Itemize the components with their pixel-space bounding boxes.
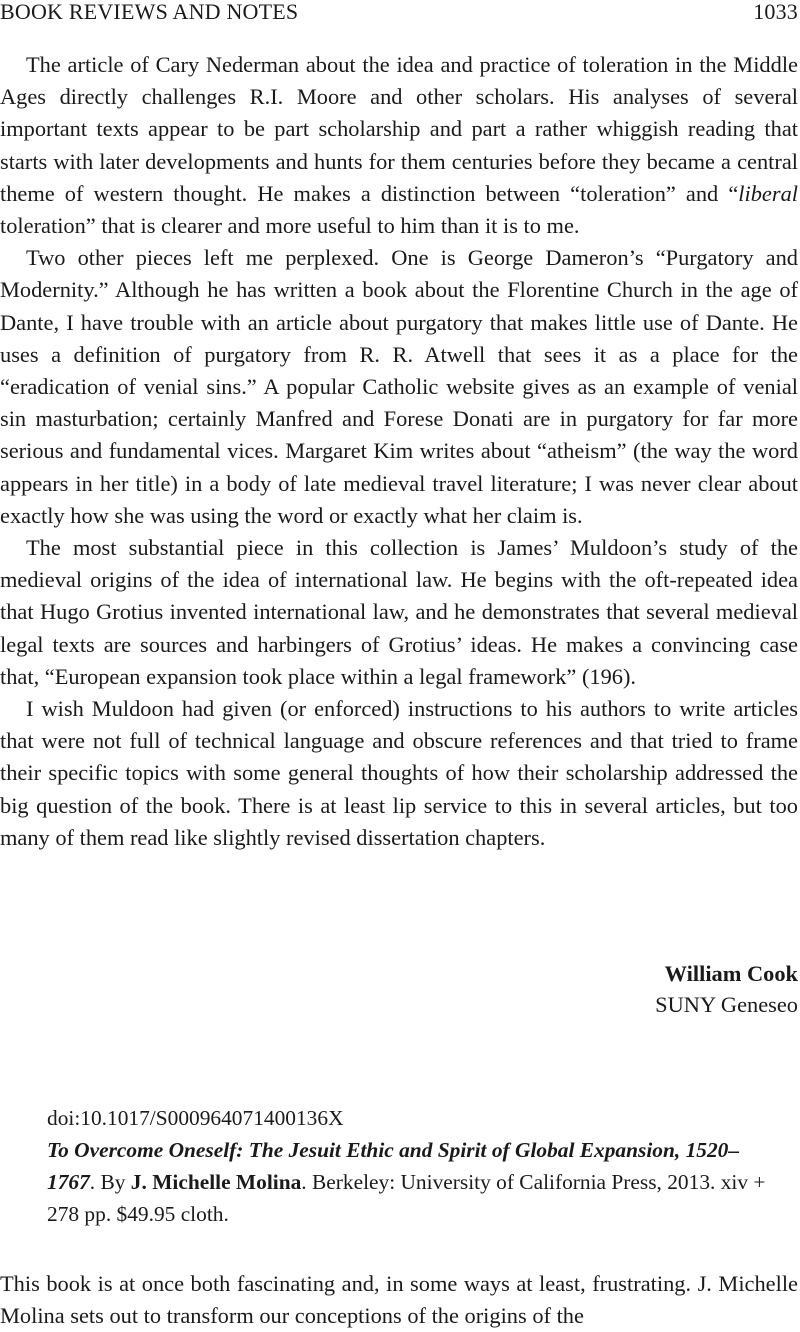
book-title: To Overcome Oneself: The Jesuit Ethic and Spirit of Global Expansion, 1520–1767 <box>47 1138 740 1194</box>
publication-details: . Berkeley: University of California Press, 2013. xiv + 278 pp. $49.95 cloth. <box>47 1170 766 1226</box>
body-paragraph <box>0 49 798 242</box>
paragraph-text: I wish Muldoon had given (or enforced) instructions to his authors to write articles that were not full of technical language and obscure references and that tried to frame their specific topics with some general thoughts of how their scholarship addressed the big question of the book. There is at least lip service to this in several articles, but too many of them read like slightly revised dissertation chapters. <box>0 696 798 850</box>
running-head-title: BOOK REVIEWS AND NOTES <box>0 0 299 24</box>
paragraph-text: Two other pieces left me perplexed. One is George Dameron’s “Purgatory and Modernity.” Although he has written a book about the Florentine Church in the age of Dante, I have trouble with an article about purgatory that makes little use of Dante. He uses a definition of purgatory from R. R. Atwell that sees it as a place for the “eradication of venial sins.” A popular Catholic website gives as an example of venial sin masturbation; certainly Manfred and Forese Donati are in purgatory for far more serious and fundamental vices. Margaret Kim writes about “atheism” (the way the word appears in her title) in a body of late medieval travel literature; I was never clear about exactly how she was using the word or exactly what her claim is. <box>0 245 798 528</box>
paragraph-text: The most substantial piece in this collection is James’ Muldoon’s study of the medieval origins of the idea of international law. He begins with the oft-repeated idea that Hugo Grotius invented international law, and he demonstrates that several medieval legal texts are sources and harbingers of Grotius’ ideas. He makes a convincing case that, “European expansion took place within a legal framework” (196). <box>0 535 798 689</box>
paragraph-text: The article of Cary Nederman about the idea and practice of toleration in the Middle Ages directly challenges R.I. Moore and other scholars. His analyses of several important texts appear to be part scholarship and part a rather whiggish reading that starts with later developments and hunts for them centuries before they became a central theme of western thought. He makes a distinction between “toleration” and “ <box>0 52 798 206</box>
running-head <box>0 0 800 26</box>
review-body <box>0 49 798 854</box>
body-paragraph: This book is at once both fascinating and, in some ways at least, frustrating. J. Michelle Molina sets out to transform our conceptions of the origins of the <box>0 1271 798 1329</box>
next-review-body <box>0 1268 798 1332</box>
paragraph-emphasis: liberal <box>738 180 798 206</box>
doi-link[interactable]: doi:10.1017/S000964071400136X <box>47 1106 344 1130</box>
reviewer-signature <box>655 958 798 1020</box>
by-label: . By <box>89 1170 131 1194</box>
body-paragraph <box>0 532 798 693</box>
book-author: J. Michelle Molina <box>130 1170 302 1194</box>
page-number: 1033 <box>753 0 798 24</box>
next-review-heading <box>47 1102 787 1230</box>
paragraph-text: toleration” that is clearer and more useful to him than it is to me. <box>0 213 580 239</box>
body-paragraph <box>0 693 798 854</box>
reviewer-name: William Cook <box>664 961 798 986</box>
body-paragraph <box>0 242 798 532</box>
book-citation <box>47 1134 787 1230</box>
reviewer-affiliation: SUNY Geneseo <box>655 992 798 1017</box>
